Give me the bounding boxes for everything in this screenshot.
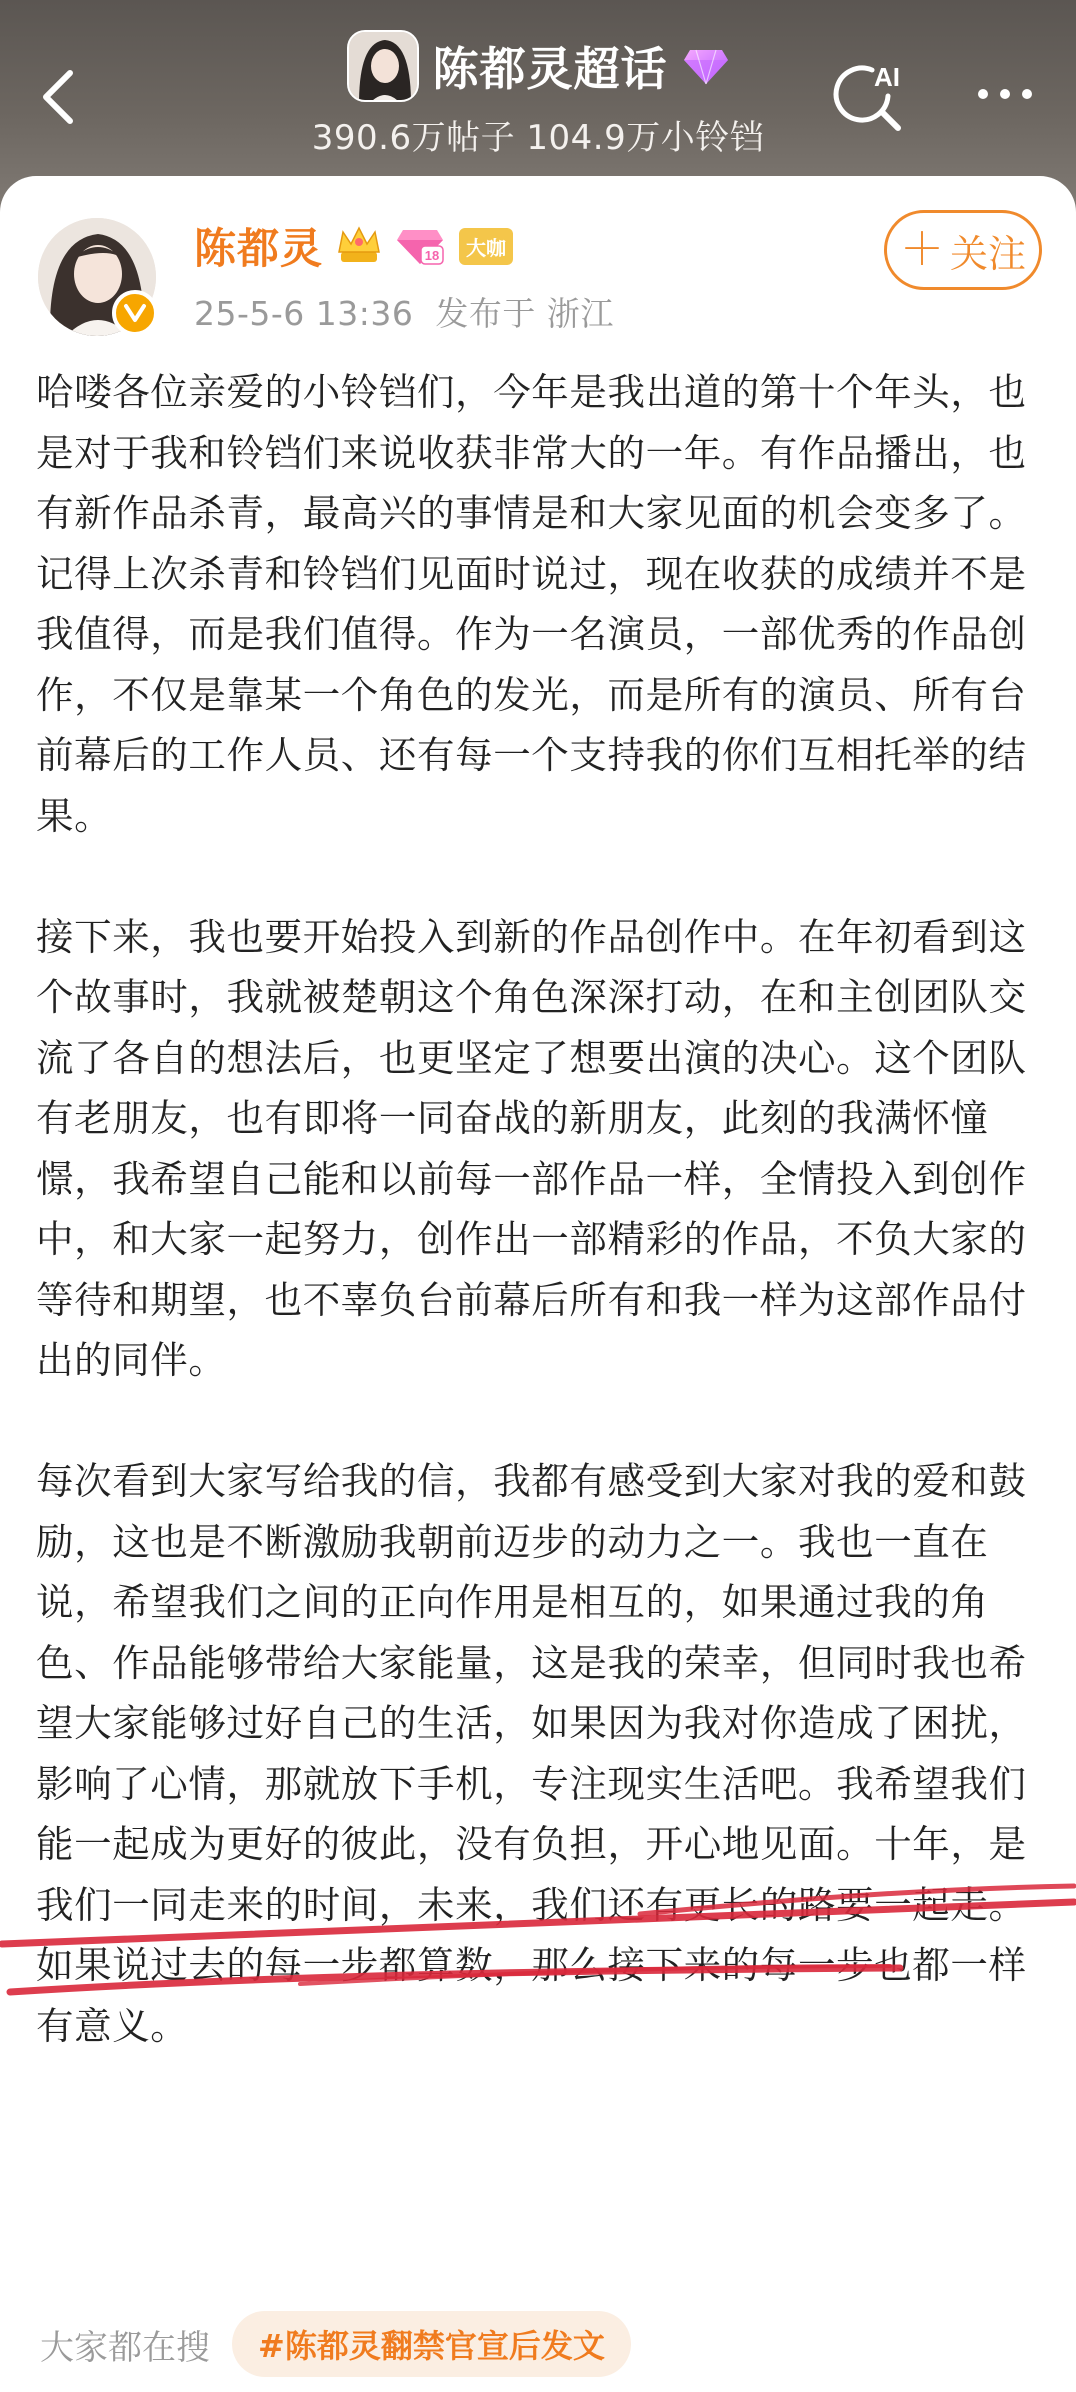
post-paragraph: 哈喽各位亲爱的小铃铛们，今年是我出道的第十个年头，也是对于我和铃铛们来说收获非常大的一年。有作品播出，也有新作品杀青，最高兴的事情是和大家见面的机会变多了。 [36, 370, 1027, 535]
svg-text:18: 18 [424, 248, 440, 263]
post-body [36, 362, 1046, 2056]
ai-search-icon [826, 56, 910, 136]
plus-icon: ＋ [899, 224, 944, 275]
follow-label: 关注 [949, 231, 1026, 276]
daka-badge: 大咖 [459, 228, 513, 265]
topic-title-block [0, 26, 1076, 159]
post-paragraph: 接下来，我也要开始投入到新的作品创作中。在年初看到这个故事时，我就被楚朝这个角色深深打动，在和主创团队交流了各自的想法后，也更坚定了想要出演的决心。这个团队有老朋友，也有即将一同奋战的新朋友，此刻的我满怀憧憬，我希望自己能和以前每一部作品一样，全情投入到创作中，和大家一起努力，创作出一部精彩的作品，不负大家的等待和期望，也不辜负台前幕后所有和我一样为这部作品付出的同伴。 [36, 914, 1027, 1382]
post-paragraph: 每次看到大家写给我的信，我都有感受到大家对我的爱和鼓励，这也是不断激励我朝前迈步的动力之一。我也一直在说，希望我们之间的正向作用是相互的，如果通过我的角色、作品能够带给大家能量，这是我的荣幸，但同时我也希望大家能够过好自己的生活，如果因为我对你造成了困扰，影响了心情，那就放下手机，专注现实生活吧。我希望我们能一起成为更好的彼此，没有负担，开心地见面。十年，是我们一同走来的时间，未来，我们还有更长的路要一起走。如果说过去的每一步都算数，那么接下来的每一步也都一样有意义。 [36, 1459, 1027, 2048]
post-meta [194, 288, 614, 335]
level-badge-icon [395, 224, 445, 268]
trending-label: 大家都在搜 [40, 2327, 210, 2368]
more-icon [978, 89, 988, 99]
author-name[interactable]: 陈都灵 [194, 224, 324, 273]
topic-title: 陈都灵超话 [432, 42, 668, 96]
crown-icon [333, 224, 385, 268]
topic-avatar[interactable] [347, 30, 419, 102]
more-button[interactable] [960, 74, 1050, 114]
topic-stats: 390.6万帖子 104.9万小铃铛 [311, 118, 765, 158]
trending-row [40, 2308, 631, 2380]
post-location: 发布于 浙江 [435, 294, 614, 333]
diamond-icon [682, 46, 730, 86]
post-paragraph: 记得上次杀青和铃铛们见面时说过，现在收获的成绩并不是我值得，而是我们值得。作为一名演员，一部优秀的作品创作，不仅是靠某一个角色的发光，而是所有的演员、所有台前幕后的工作人员、还有每一个支持我的你们互相托举的结果。 [36, 551, 1027, 838]
ai-label: AI [874, 62, 900, 92]
author-row [194, 216, 513, 276]
follow-button[interactable] [884, 210, 1042, 290]
trending-tag[interactable]: #陈都灵翻禁官宣后发文 [232, 2311, 631, 2377]
verified-icon [112, 290, 158, 336]
post-date: 25-5-6 13:36 [194, 294, 414, 333]
ai-search-button[interactable] [826, 56, 910, 136]
